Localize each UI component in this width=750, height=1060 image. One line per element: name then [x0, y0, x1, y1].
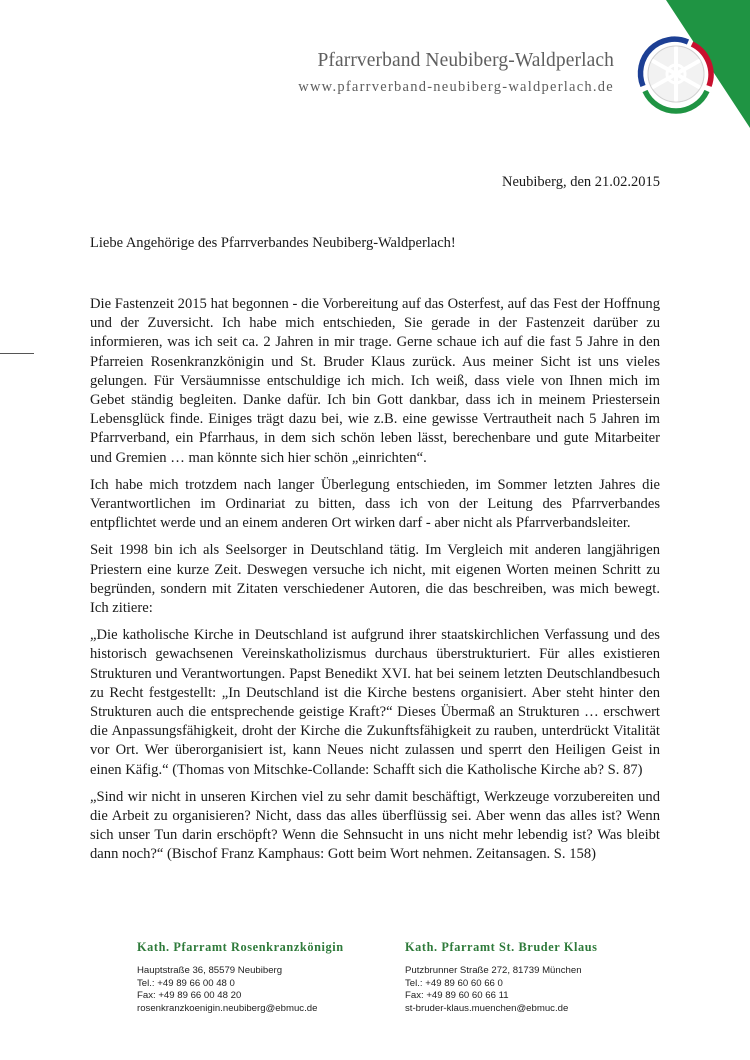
letter-body: [90, 295, 660, 873]
website-url: www.pfarrverband-neubiberg-waldperlach.de: [298, 79, 614, 95]
organization-name: Pfarrverband Neubiberg-Waldperlach: [317, 50, 614, 71]
pfarrverband-logo: [636, 34, 716, 114]
quote-paragraph: „Die katholische Kirche in Deutschland ist aufgrund ihrer staatskirchlichen Verfassung und des historisch gewachsenen Vereinskatholizismus durchaus überstrukturiert. Für alles existieren Strukturen und Verantwortungen. Papst Benedikt XVI. hat bei seinem letzten Deutschlandbesuch zu Recht festgestellt: „In Deutschland ist die Kirche bestens organisiert. Aber steht hinter den Strukturen auch die entsprechende geistige Kraft?“ Dieses Übermaß an Strukturen … erschwert die Anpassungsfähigkeit, droht der Kirche die Zukunftsfähigkeit zu rauben, unterdrückt Vitalität vor Ort. Wer überorganisiert ist, kann Neues nicht zulassen und sperrt den Heiligen Geist in einen Käfig.“ (Thomas von Mitschke-Collande: Schafft sich die Katholische Kirche ab? S. 87): [90, 627, 660, 778]
parish-address: Hauptstraße 36, 85579 Neubiberg: [137, 965, 283, 976]
parish-email: rosenkranzkoenigin.neubiberg@ebmuc.de: [137, 1002, 318, 1014]
parish-fax: Fax: +49 89 66 00 48 20: [137, 990, 242, 1002]
letter-date: Neubiberg, den 21.02.2015: [502, 174, 660, 190]
paragraph: Die Fastenzeit 2015 hat begonnen - die Vorbereitung auf das Osterfest, auf das Fest der Hoffnung und der Zuversicht. Ich habe mich entschieden, Sie gerade in der Fastenzeit darüber zu informieren, was ich seit ca. 2 Jahren in mir trage. Gerne schaue ich auf die fast 5 Jahre in den Pfarreien Rosenkranzkönigin und St. Bruder Klaus zurück. Aus meiner Sicht ist uns vieles gelungen. Für Versäumnisse entschuldige ich mich. Ich weiß, dass viele von Ihnen mich im Gebet ständig begleiten. Danke dafür. Ich bin Gott dankbar, dass ich in meinem Priestersein Lebensglück finde. Einiges trägt dazu bei, wie z.B. eine gewisse Vertrautheit nach 5 Jahren im Pfarrverband, ein Pfarrhaus, in dem sich schön leben lässt, berechenbare und gute Mitarbeiter und Gremien … man könnte sich hier schön „einrichten“.: [90, 296, 660, 466]
parish-phone: Tel.: +49 89 66 00 48 0: [137, 977, 235, 989]
paragraph: Seit 1998 bin ich als Seelsorger in Deutschland tätig. Im Vergleich mit anderen langjährigen Priestern eine kurze Zeit. Deswegen versuche ich nicht, mit eigenen Worten meinen Schritt zu begründen, sondern mit Zitaten verschiedener Autoren, die das beschreiben, was mich bewegt. Ich zitiere:: [90, 542, 660, 617]
salutation: Liebe Angehörige des Pfarrverbandes Neubiberg-Waldperlach!: [90, 235, 456, 251]
quote-paragraph: „Sind wir nicht in unseren Kirchen viel zu sehr damit beschäftigt, Werkzeuge vorzubereiten und die Arbeit zu organisieren? Nicht, dass das alles überflüssig sei. Aber wenn das alles ist? Wenn sich unser Tun darin erschöpft? Wenn die Sehnsucht in uns nicht mehr lebendig ist? Was bleibt dann noch?“ (Bischof Franz Kamphaus: Gott beim Wort nehmen. Zeitansagen. S. 158): [90, 788, 660, 863]
parish-st-bruder-klaus: [405, 940, 665, 1015]
parish-phone: Tel.: +49 89 60 60 66 0: [405, 977, 503, 989]
parish-name: Kath. Pfarramt St. Bruder Klaus: [405, 940, 598, 954]
parish-email: st-bruder-klaus.muenchen@ebmuc.de: [405, 1002, 569, 1014]
paragraph: Ich habe mich trotzdem nach langer Überlegung entschieden, im Sommer letzten Jahres die Verantwortlichen im Ordinariat zu bitten, dass ich von der Leitung des Pfarrverbandes entpflichtet werde und an einem anderen Ort wirken darf - aber nicht als Pfarrverbandsleiter.: [90, 476, 660, 532]
parish-rosenkranzkoenigin: [137, 940, 397, 1015]
parish-address: Putzbrunner Straße 272, 81739 München: [405, 965, 582, 976]
parish-name: Kath. Pfarramt Rosenkranzkönigin: [137, 940, 344, 954]
parish-fax: Fax: +49 89 60 60 66 11: [405, 990, 509, 1002]
fold-mark: [0, 353, 34, 354]
